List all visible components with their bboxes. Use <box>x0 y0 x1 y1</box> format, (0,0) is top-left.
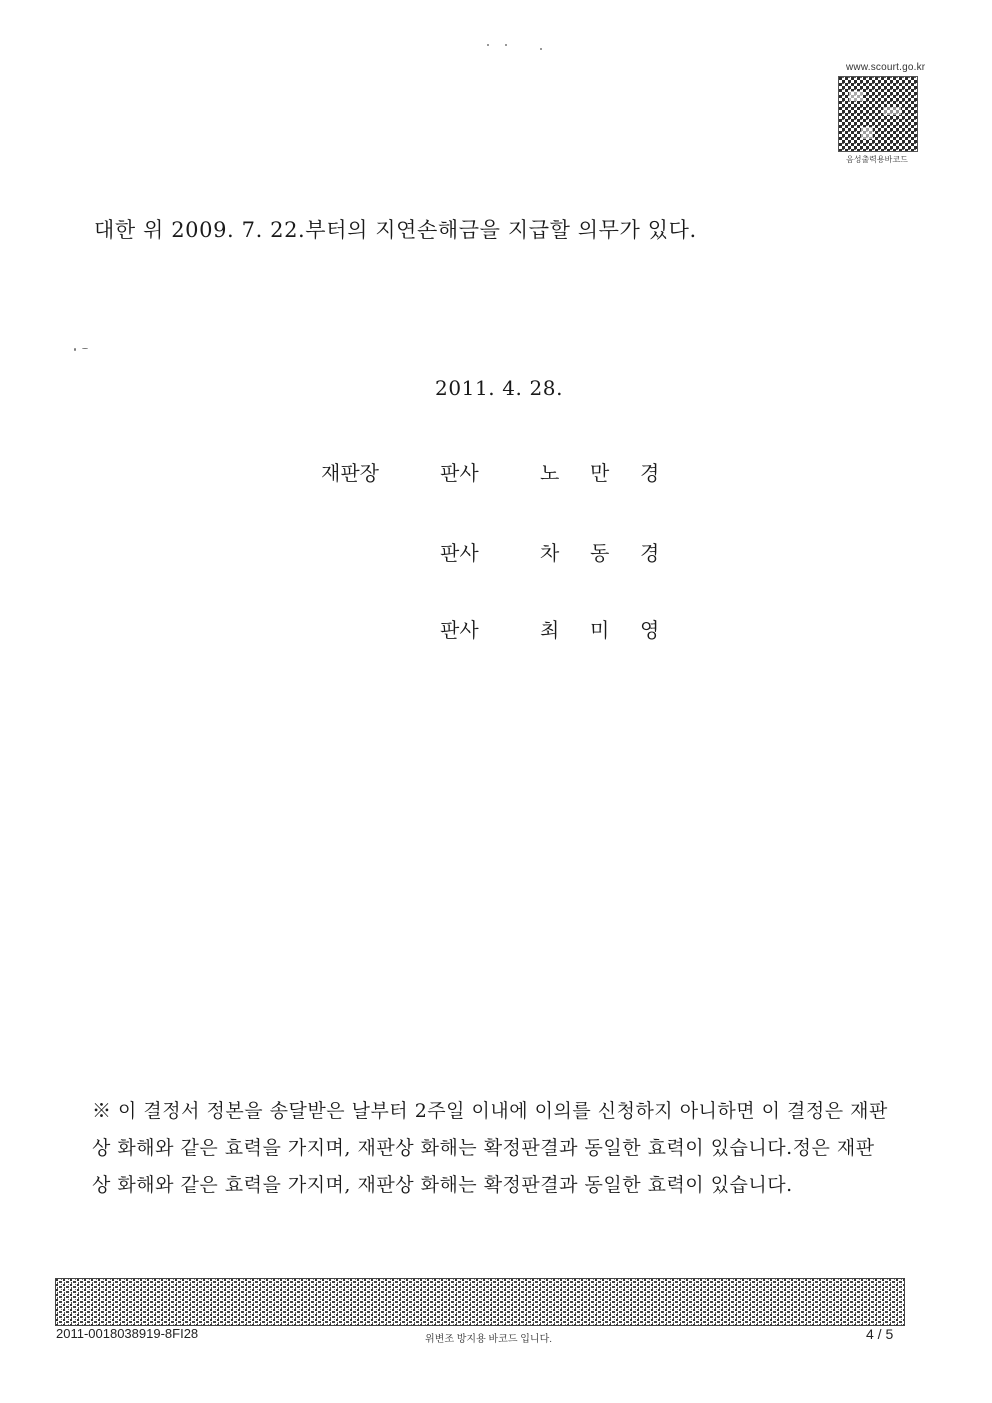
judge-name-char: 미 <box>590 618 610 642</box>
decision-date: 2011. 4. 28. <box>435 376 564 400</box>
judge-name-char: 동 <box>590 541 610 565</box>
scan-speck <box>74 348 76 351</box>
anti-forgery-note: 위변조 방지용 바코드 입니다. <box>425 1334 553 1345</box>
presiding-title: 재판장 <box>321 461 379 485</box>
scan-speck <box>487 44 489 46</box>
scan-speck <box>82 348 88 349</box>
judge-role: 판사 <box>440 618 479 642</box>
judge-name-char: 경 <box>640 541 660 565</box>
judge-name-char: 만 <box>590 461 610 485</box>
body-line: 대한 위 2009. 7. 22.부터의 지연손해금을 지급할 의무가 있다. <box>94 218 697 242</box>
scan-speck <box>505 44 507 46</box>
anti-forgery-barcode <box>55 1278 905 1326</box>
judge-name-char: 경 <box>640 461 660 485</box>
qr-code-image <box>838 76 918 152</box>
judge-name-char: 영 <box>640 618 660 642</box>
judge-name-char: 노 <box>540 461 560 485</box>
qr-url-label: www.scourt.go.kr <box>846 62 926 73</box>
scan-speck <box>540 48 542 50</box>
qr-caption: 음성출력용바코드 <box>846 155 908 164</box>
document-number: 2011-0018038919-8FI28 <box>56 1326 199 1341</box>
page-number: 4 / 5 <box>866 1326 894 1342</box>
finality-notice: ※ 이 결정서 정본을 송달받은 날부터 2주일 이내에 이의를 신청하지 아니하면 이 결정은 재판상 화해와 같은 효력을 가지며, 재판상 화해는 확정판결과 동일한 효력이 있습니다.정은 재판상 화해와 같은 효력을 가지며, 재판상 화해는 확정판결과 동일한 효력이 있습니다. <box>92 1100 888 1196</box>
judge-name-char: 최 <box>540 618 560 642</box>
judge-name-char: 차 <box>540 541 560 565</box>
judge-role: 판사 <box>440 541 479 565</box>
judge-role: 판사 <box>440 461 479 485</box>
